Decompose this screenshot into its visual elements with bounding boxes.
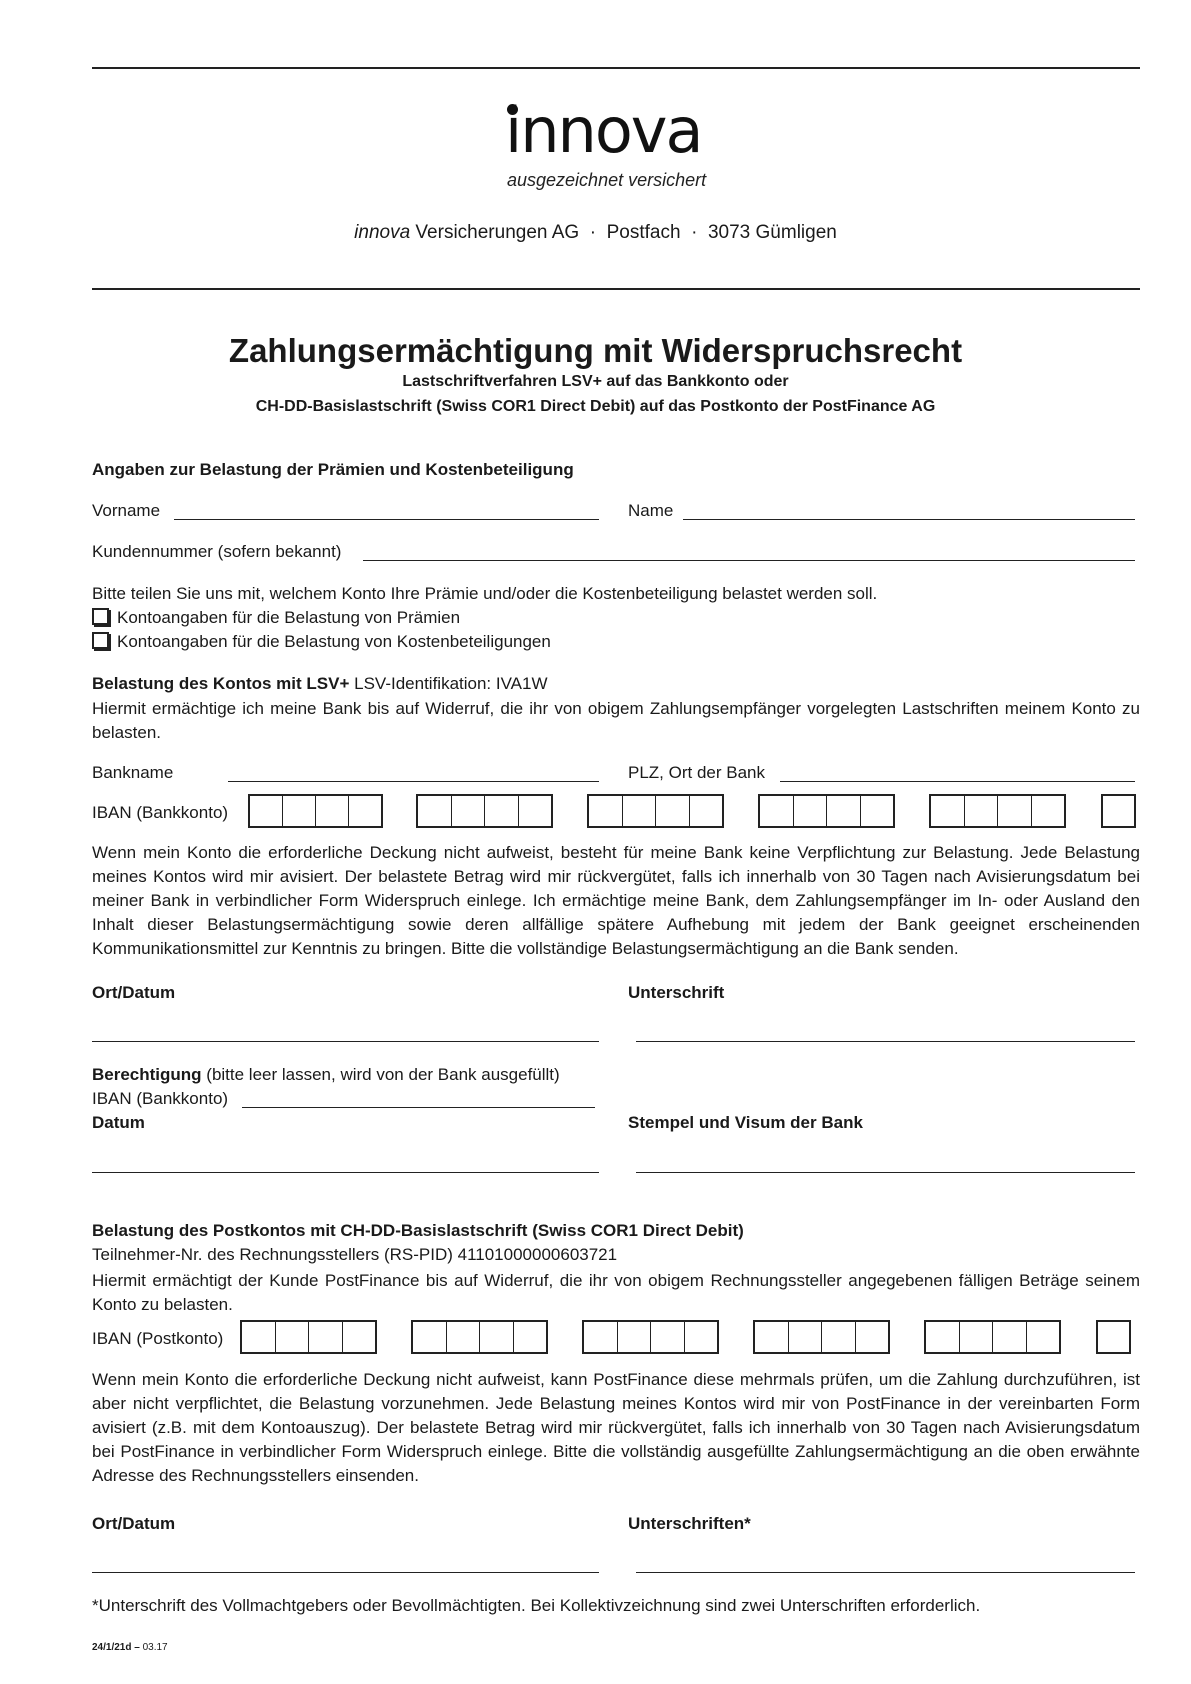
- checkbox-kostenbeteiligung[interactable]: [92, 632, 109, 649]
- post-unterschriften-field[interactable]: [636, 1572, 1135, 1573]
- subtitle-line-2: CH-DD-Basislastschrift (Swiss COR1 Direct Debit) auf das Postkonto der PostFinance AG: [255, 398, 936, 415]
- post-ort-datum-label: Ort/Datum: [92, 1514, 176, 1533]
- post-authorization-text: Hiermit ermächtigt der Kunde PostFinance bis auf Widerruf, die ihr von obigem Rechnungssteller angegebenen fälligen Beträge seinem Konto zu belasten.: [92, 1271, 1140, 1314]
- form-code-number: 24/1/21d –: [92, 1642, 140, 1653]
- iban-postkonto-label: IBAN (Postkonto): [92, 1329, 224, 1348]
- vorname-label: Vorname: [92, 501, 161, 520]
- lsv-heading: [92, 674, 548, 694]
- iban-bank-group-2[interactable]: [416, 794, 553, 828]
- kundennummer-label: Kundennummer (sofern bekannt): [92, 542, 342, 561]
- name-label: Name: [628, 501, 674, 520]
- lsv-disclaimer-text: Wenn mein Konto die erforderliche Deckung nicht aufweist, besteht für meine Bank keine Verpflichtung zur Belastung. Jede Belastung meines Kontos wird mir avisiert. Der belastete Betrag wird mir rückvergütet, falls ich innerhalb von 30 Tagen nach Avisierungsdatum bei meiner Bank in verbindlicher Form Widerspruch einlege. Ich ermächtige meine Bank, dem Zahlungsempfänger im In- oder Ausland den Inhalt dieser Belastungsermächtigung sowie deren allfällige spätere Aufhebung mit jedem der Bank geeignet erscheinenden Kommunikationsmittel zur Kenntnis zu bringen. Bitte die vollständige Belastungsermächtigung an die Bank senden.: [92, 843, 1140, 958]
- datum-field[interactable]: [92, 1172, 599, 1173]
- footnote: *Unterschrift des Vollmachtgebers oder Bevollmächtigten. Bei Kollektivzeichnung sind zwei Unterschriften erforderlich.: [92, 1596, 981, 1615]
- header-rule: [92, 288, 1140, 290]
- plz-ort-bank-label: PLZ, Ort der Bank: [628, 763, 765, 782]
- post-unterschriften-label: Unterschriften*: [628, 1514, 751, 1533]
- stempel-label: Stempel und Visum der Bank: [628, 1113, 863, 1132]
- iban-post-group-4[interactable]: [753, 1320, 890, 1354]
- checkbox-kostenbeteiligung-row[interactable]: [92, 632, 551, 652]
- section-heading-details: Angaben zur Belastung der Prämien und Kostenbeteiligung: [92, 460, 574, 479]
- subtitle-line-1: Lastschriftverfahren LSV+ auf das Bankkonto oder: [402, 373, 789, 390]
- iban-post-group-5[interactable]: [924, 1320, 1061, 1354]
- name-field[interactable]: [683, 519, 1135, 520]
- iban-post-group-1[interactable]: [240, 1320, 377, 1354]
- berechtigung-bold: Berechtigung: [92, 1065, 202, 1084]
- company-name-italic: innova: [354, 222, 411, 243]
- logo-tagline: ausgezeichnet versichert: [507, 170, 707, 190]
- iban-bank-group-1[interactable]: [248, 794, 383, 828]
- iban-bank-berechtigung-field[interactable]: [242, 1107, 595, 1108]
- lsv-ort-datum-label: Ort/Datum: [92, 983, 176, 1002]
- iban-bank-berechtigung-label: IBAN (Bankkonto): [92, 1089, 229, 1108]
- form-code: [92, 1642, 168, 1653]
- lsv-ort-datum-field[interactable]: [92, 1041, 599, 1042]
- lsv-heading-bold: Belastung des Kontos mit LSV+: [92, 674, 350, 693]
- lsv-unterschrift-label: Unterschrift: [628, 983, 725, 1002]
- lsv-authorization-text: Hiermit ermächtige ich meine Bank bis auf Widerruf, die ihr von obigem Zahlungsempfänger vorgelegten Lastschriften meinem Konto zu belasten.: [92, 699, 1140, 742]
- berechtigung-row: [92, 1065, 560, 1085]
- post-heading: Belastung des Postkontos mit CH-DD-Basislastschrift (Swiss COR1 Direct Debit): [92, 1221, 744, 1240]
- company-address: [0, 222, 1191, 244]
- form-code-date: 03.17: [139, 1642, 168, 1653]
- company-address-rest: Versicherungen AG · Postfach · 3073 Gümligen: [410, 222, 837, 243]
- account-intro-text: Bitte teilen Sie uns mit, welchem Konto Ihre Prämie und/oder die Kostenbeteiligung belastet werden soll.: [92, 584, 878, 603]
- iban-bank-group-3[interactable]: [587, 794, 724, 828]
- datum-label: Datum: [92, 1113, 145, 1132]
- page-title: Zahlungsermächtigung mit Widerspruchsrecht: [228, 332, 963, 369]
- bankname-field[interactable]: [228, 781, 599, 782]
- checkbox-praemien[interactable]: [92, 608, 109, 625]
- iban-post-group-2[interactable]: [411, 1320, 548, 1354]
- stempel-field[interactable]: [636, 1172, 1135, 1173]
- checkbox-praemien-row[interactable]: [92, 608, 460, 628]
- checkbox-kostenbeteiligung-label: Kontoangaben für die Belastung von Kostenbeteiligungen: [117, 632, 551, 651]
- plz-ort-bank-field[interactable]: [780, 781, 1135, 782]
- lsv-unterschrift-field[interactable]: [636, 1041, 1135, 1042]
- kundennummer-field[interactable]: [363, 560, 1135, 561]
- top-rule: [92, 67, 1140, 69]
- lsv-identification: LSV-Identifikation: IVA1W: [349, 674, 548, 693]
- post-ort-datum-field[interactable]: [92, 1572, 599, 1573]
- iban-bankkonto-label: IBAN (Bankkonto): [92, 803, 229, 822]
- innova-logo: [505, 96, 735, 196]
- rs-pid-text: Teilnehmer-Nr. des Rechnungsstellers (RS-PID) 41101000000603721: [92, 1245, 618, 1264]
- vorname-field[interactable]: [174, 519, 599, 520]
- berechtigung-note: (bitte leer lassen, wird von der Bank ausgefüllt): [201, 1065, 560, 1084]
- iban-post-group-3[interactable]: [582, 1320, 719, 1354]
- iban-post-group-6[interactable]: [1096, 1320, 1131, 1354]
- bankname-label: Bankname: [92, 763, 174, 782]
- checkbox-praemien-label: Kontoangaben für die Belastung von Prämien: [117, 608, 461, 627]
- logo-word: innova: [505, 94, 702, 167]
- iban-bank-group-6[interactable]: [1101, 794, 1136, 828]
- iban-bank-group-5[interactable]: [929, 794, 1066, 828]
- iban-bank-group-4[interactable]: [758, 794, 895, 828]
- post-disclaimer-text: Wenn mein Konto die erforderliche Deckung nicht aufweist, kann PostFinance diese mehrmals prüfen, um die Zahlung durchzuführen, ist aber nicht verpflichtet, die Belastung vorzunehmen. Jede Belastung meines Kontos wird mir von PostFinance in der vereinbarten Form avisiert (z.B. mit dem Kontoauszug). Der belastete Betrag wird mir rückvergütet, falls ich innerhalb von 30 Tagen nach Avisierungsdatum bei PostFinance in verbindlicher Form Widerspruch einlege. Bitte die vollständig ausgefüllte Zahlungsermächtigung an die oben erwähnte Adresse des Rechnungsstellers einsenden.: [92, 1370, 1140, 1485]
